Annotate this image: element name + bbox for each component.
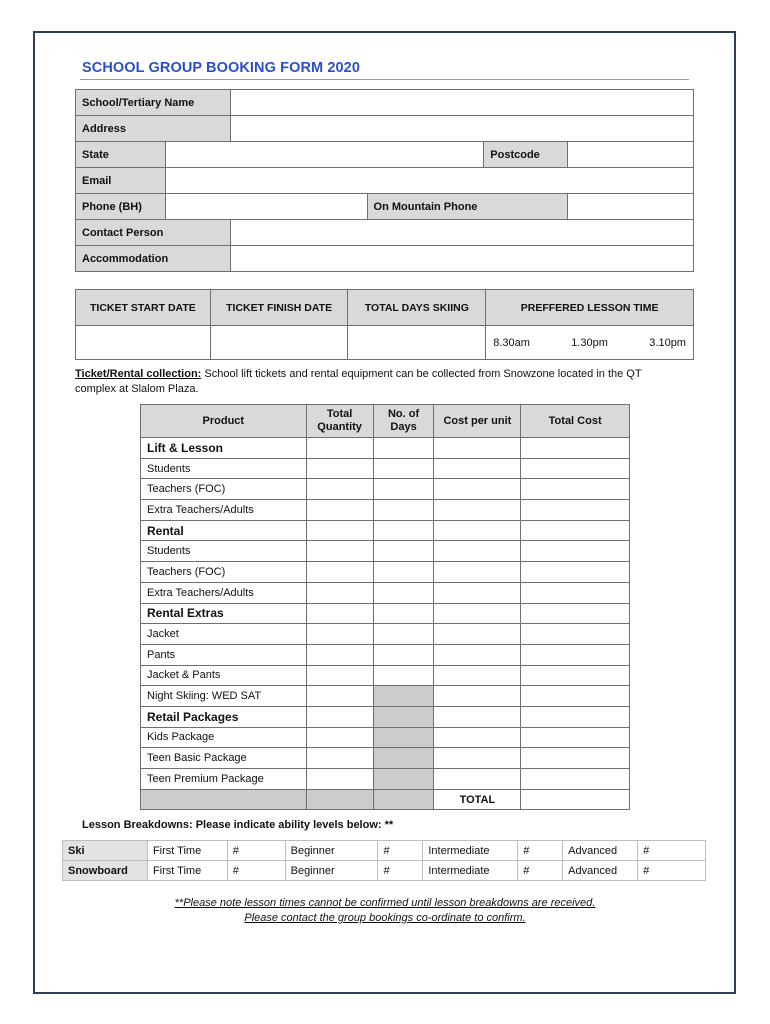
total-quantity-cell[interactable] [306,582,373,603]
total-quantity-cell[interactable] [306,562,373,583]
no-of-days-cell[interactable] [373,458,434,479]
cost-per-unit-cell[interactable] [434,603,521,624]
cost-per-unit-cell[interactable] [434,686,521,707]
address-field[interactable] [230,116,693,142]
total-row-blank [306,789,373,810]
cost-per-unit-cell[interactable] [434,624,521,645]
product-row [141,500,630,521]
cost-per-unit-cell[interactable] [434,562,521,583]
total-days-header: TOTAL DAYS SKIING [348,290,486,326]
product-category-label: Rental [141,520,307,541]
ticket-finish-field[interactable] [210,326,348,360]
title-divider [80,79,689,80]
total-quantity-header: Total Quantity [306,405,373,438]
cost-per-unit-cell[interactable] [434,727,521,748]
product-row [141,727,630,748]
product-row [141,520,630,541]
ability-level-label: First Time [147,861,227,881]
product-row [141,769,630,790]
cost-per-unit-cell[interactable] [434,706,521,727]
product-category-label: Retail Packages [141,706,307,727]
product-row [141,603,630,624]
total-quantity-cell[interactable] [306,603,373,624]
no-of-days-cell[interactable] [373,644,434,665]
mountain-phone-label: On Mountain Phone [367,194,568,220]
product-row [141,582,630,603]
total-cost-cell[interactable] [521,644,630,665]
product-row [141,748,630,769]
product-table [140,404,630,810]
ability-level-label: First Time [147,841,227,861]
total-quantity-cell[interactable] [306,500,373,521]
no-of-days-cell [373,748,434,769]
cost-per-unit-cell[interactable] [434,665,521,686]
state-label: State [76,142,166,168]
product-label: Night Skiing: WED SAT [141,686,307,707]
total-quantity-cell[interactable] [306,686,373,707]
total-quantity-cell[interactable] [306,438,373,459]
product-label: Teen Premium Package [141,769,307,790]
total-cost-header: Total Cost [521,405,630,438]
form-title: SCHOOL GROUP BOOKING FORM 2020 [82,60,361,76]
lesson-time-option[interactable]: 8.30am [493,336,530,349]
no-of-days-cell[interactable] [373,520,434,541]
lesson-time-option[interactable]: 3.10pm [649,336,686,349]
cost-per-unit-cell[interactable] [434,541,521,562]
no-of-days-cell[interactable] [373,603,434,624]
total-cost-cell[interactable] [521,582,630,603]
collection-note [75,367,675,397]
total-row-blank [141,789,307,810]
cost-per-unit-cell[interactable] [434,479,521,500]
total-quantity-cell[interactable] [306,541,373,562]
total-cost-cell[interactable] [521,769,630,790]
state-field[interactable] [165,142,483,168]
collection-note-text: School lift tickets and rental equipment can be collected from Snowzone located in the QT complex at Slalom Plaza. [75,368,642,395]
total-cost-cell[interactable] [521,603,630,624]
total-quantity-cell[interactable] [306,769,373,790]
footer-note-line: **Please note lesson times cannot be confirmed until lesson breakdowns are received. [174,897,596,909]
total-days-field[interactable] [348,326,486,360]
product-row [141,686,630,707]
phone-bh-label: Phone (BH) [76,194,166,220]
total-quantity-cell[interactable] [306,727,373,748]
product-row [141,706,630,727]
product-label: Extra Teachers/Adults [141,500,307,521]
total-quantity-cell[interactable] [306,644,373,665]
lesson-time-option[interactable]: 1.30pm [571,336,608,349]
footer-note [75,896,695,926]
product-label: Pants [141,644,307,665]
total-cost-cell[interactable] [521,479,630,500]
ability-level-label: Advanced [563,841,638,861]
total-cost-cell[interactable] [521,727,630,748]
total-quantity-cell[interactable] [306,458,373,479]
product-label: Jacket & Pants [141,665,307,686]
total-label: TOTAL [434,789,521,810]
product-rows [141,438,630,790]
cost-per-unit-header: Cost per unit [434,405,521,438]
ticket-dates-table [75,289,694,360]
total-cost-cell[interactable] [521,748,630,769]
total-cost-cell[interactable] [521,458,630,479]
contact-person-label: Contact Person [76,220,231,246]
no-of-days-cell[interactable] [373,438,434,459]
no-of-days-cell[interactable] [373,541,434,562]
lesson-time-header: PREFFERED LESSON TIME [486,290,694,326]
postcode-field[interactable] [568,142,694,168]
total-quantity-cell[interactable] [306,520,373,541]
product-header: Product [141,405,307,438]
total-cost-cell[interactable] [521,624,630,645]
total-cost-cell[interactable] [521,520,630,541]
cost-per-unit-cell[interactable] [434,582,521,603]
cost-per-unit-cell[interactable] [434,500,521,521]
address-label: Address [76,116,231,142]
ability-count-cell[interactable]: # [518,841,563,861]
mountain-phone-field[interactable] [568,194,694,220]
total-cost-cell[interactable] [521,500,630,521]
no-of-days-header: No. of Days [373,405,434,438]
product-label: Teachers (FOC) [141,562,307,583]
no-of-days-cell[interactable] [373,665,434,686]
accommodation-field[interactable] [230,246,693,272]
no-of-days-cell [373,706,434,727]
product-label: Teen Basic Package [141,748,307,769]
cost-per-unit-cell[interactable] [434,438,521,459]
product-row [141,479,630,500]
ability-count-cell[interactable]: # [378,841,423,861]
product-row [141,541,630,562]
accommodation-label: Accommodation [76,246,231,272]
product-row [141,665,630,686]
no-of-days-cell[interactable] [373,500,434,521]
product-label: Jacket [141,624,307,645]
lesson-row [63,841,706,861]
ability-level-label: Intermediate [423,861,518,881]
no-of-days-cell [373,686,434,707]
no-of-days-cell[interactable] [373,479,434,500]
ability-level-label: Beginner [285,841,378,861]
ability-level-label: Intermediate [423,841,518,861]
product-label: Extra Teachers/Adults [141,582,307,603]
cost-per-unit-cell[interactable] [434,520,521,541]
total-cost-cell[interactable] [521,665,630,686]
footer-note-line: Please contact the group bookings co-ordinate to confirm. [244,912,526,924]
ticket-start-field[interactable] [76,326,211,360]
no-of-days-cell[interactable] [373,582,434,603]
school-name-field[interactable] [230,90,693,116]
school-info-table [75,89,694,272]
product-label: Students [141,458,307,479]
product-label: Students [141,541,307,562]
total-cost-cell[interactable] [521,541,630,562]
no-of-days-cell[interactable] [373,562,434,583]
total-quantity-cell[interactable] [306,665,373,686]
product-row [141,458,630,479]
ability-count-cell[interactable]: # [638,861,706,881]
total-quantity-cell[interactable] [306,706,373,727]
no-of-days-cell [373,727,434,748]
total-quantity-cell[interactable] [306,624,373,645]
sport-label: Ski [63,841,148,861]
product-row [141,562,630,583]
contact-person-field[interactable] [230,220,693,246]
lesson-breakdown-title: Lesson Breakdowns: Please indicate ability levels below: ** [82,819,394,831]
lesson-breakdown-table [62,840,706,881]
ticket-finish-header: TICKET FINISH DATE [210,290,348,326]
total-cost-cell[interactable] [521,438,630,459]
cost-per-unit-cell[interactable] [434,644,521,665]
phone-bh-field[interactable] [165,194,367,220]
total-cost-cell[interactable] [521,686,630,707]
no-of-days-cell [373,769,434,790]
lesson-time-options[interactable] [486,326,694,360]
email-field[interactable] [165,168,693,194]
total-row-blank [373,789,434,810]
total-cost-cell[interactable] [521,562,630,583]
product-category-label: Lift & Lesson [141,438,307,459]
postcode-label: Postcode [484,142,568,168]
total-cost-cell[interactable] [521,706,630,727]
ability-count-cell[interactable]: # [378,861,423,881]
ability-count-cell[interactable]: # [518,861,563,881]
product-row [141,644,630,665]
product-label: Kids Package [141,727,307,748]
email-label: Email [76,168,166,194]
ability-level-label: Advanced [563,861,638,881]
school-name-label: School/Tertiary Name [76,90,231,116]
product-category-label: Rental Extras [141,603,307,624]
grand-total-field[interactable] [521,789,630,810]
total-quantity-cell[interactable] [306,479,373,500]
ability-count-cell[interactable]: # [638,841,706,861]
product-label: Teachers (FOC) [141,479,307,500]
ability-level-label: Beginner [285,861,378,881]
product-row [141,438,630,459]
collection-note-label: Ticket/Rental collection: [75,368,202,380]
ability-count-cell[interactable]: # [227,841,285,861]
cost-per-unit-cell[interactable] [434,458,521,479]
cost-per-unit-cell[interactable] [434,748,521,769]
total-quantity-cell[interactable] [306,748,373,769]
product-row [141,624,630,645]
sport-label: Snowboard [63,861,148,881]
ability-count-cell[interactable]: # [227,861,285,881]
lesson-row [63,861,706,881]
cost-per-unit-cell[interactable] [434,769,521,790]
no-of-days-cell[interactable] [373,624,434,645]
ticket-start-header: TICKET START DATE [76,290,211,326]
